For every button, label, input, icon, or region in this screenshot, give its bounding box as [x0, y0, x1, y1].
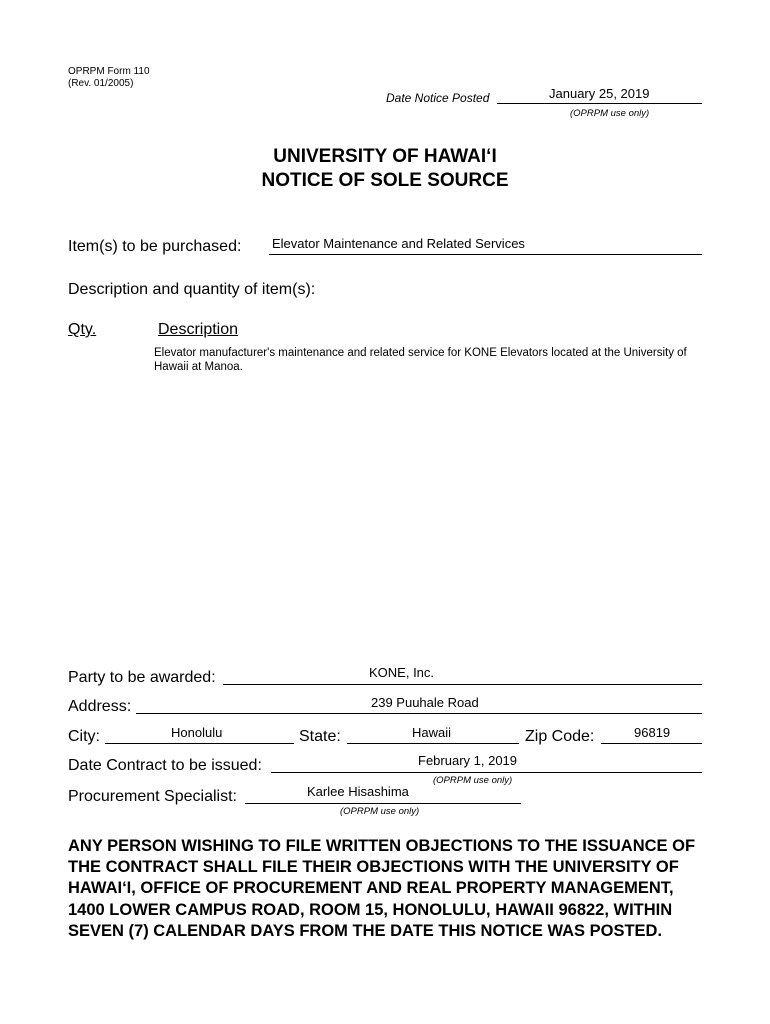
date-posted-note: (OPRPM use only) [570, 108, 650, 119]
address-line [136, 713, 702, 714]
date-posted-value[interactable]: January 25, 2019 [549, 86, 650, 101]
items-line [269, 254, 702, 255]
city-label: City: [68, 728, 100, 745]
contract-date-note: (OPRPM use only) [433, 775, 513, 786]
party-label: Party to be awarded: [68, 669, 216, 686]
items-value[interactable]: Elevator Maintenance and Related Services [272, 236, 525, 251]
qty-header: Qty. [68, 321, 97, 338]
address-value[interactable]: 239 Puuhale Road [371, 695, 479, 710]
specialist-label: Procurement Specialist: [68, 788, 237, 805]
address-label: Address: [68, 698, 132, 715]
specialist-note: (OPRPM use only) [340, 806, 420, 817]
description-header: Description [158, 321, 239, 338]
title-university: UNIVERSITY OF HAWAI‘I [273, 146, 497, 167]
party-line [223, 684, 702, 685]
form-number: OPRPM Form 110 [68, 66, 150, 77]
zip-value[interactable]: 96819 [634, 725, 671, 740]
city-line [105, 743, 294, 744]
form-revision: (Rev. 01/2005) [68, 78, 134, 89]
city-value[interactable]: Honolulu [171, 725, 223, 740]
zip-label: Zip Code: [525, 728, 595, 745]
contract-date-label: Date Contract to be issued: [68, 757, 262, 774]
state-line [347, 743, 519, 744]
title-notice: NOTICE OF SOLE SOURCE [261, 170, 509, 191]
specialist-value[interactable]: Karlee Hisashima [307, 784, 409, 799]
party-value[interactable]: KONE, Inc. [369, 665, 435, 680]
contract-date-line [271, 772, 702, 773]
specialist-line [245, 803, 521, 804]
contract-date-value[interactable]: February 1, 2019 [418, 753, 518, 768]
objection-notice: ANY PERSON WISHING TO FILE WRITTEN OBJECTIONS TO THE ISSUANCE OF THE CONTRACT SHALL FILE THEIR OBJECTIONS WITH THE UNIVERSITY OF HAWAI‘I, OFFICE OF PROCUREMENT AND REAL PROPERTY MANAGEMENT, 1400 LOWER CAMPUS ROAD, ROOM 15, HONOLULU, HAWAII 96822, WITHIN SEVEN (7) CALENDAR DAYS FROM THE DATE THIS NOTICE WAS POSTED. [68, 837, 696, 940]
date-posted-line [497, 103, 702, 104]
items-label: Item(s) to be purchased: [68, 238, 242, 255]
state-label: State: [299, 728, 341, 745]
state-value[interactable]: Hawaii [412, 725, 452, 740]
description-text[interactable]: Elevator manufacturer's maintenance and related service for KONE Elevators located at the University of Hawaii at Manoa. [154, 347, 687, 373]
zip-line [601, 743, 702, 744]
date-posted-label: Date Notice Posted [386, 91, 490, 105]
description-label: Description and quantity of item(s): [68, 281, 316, 298]
